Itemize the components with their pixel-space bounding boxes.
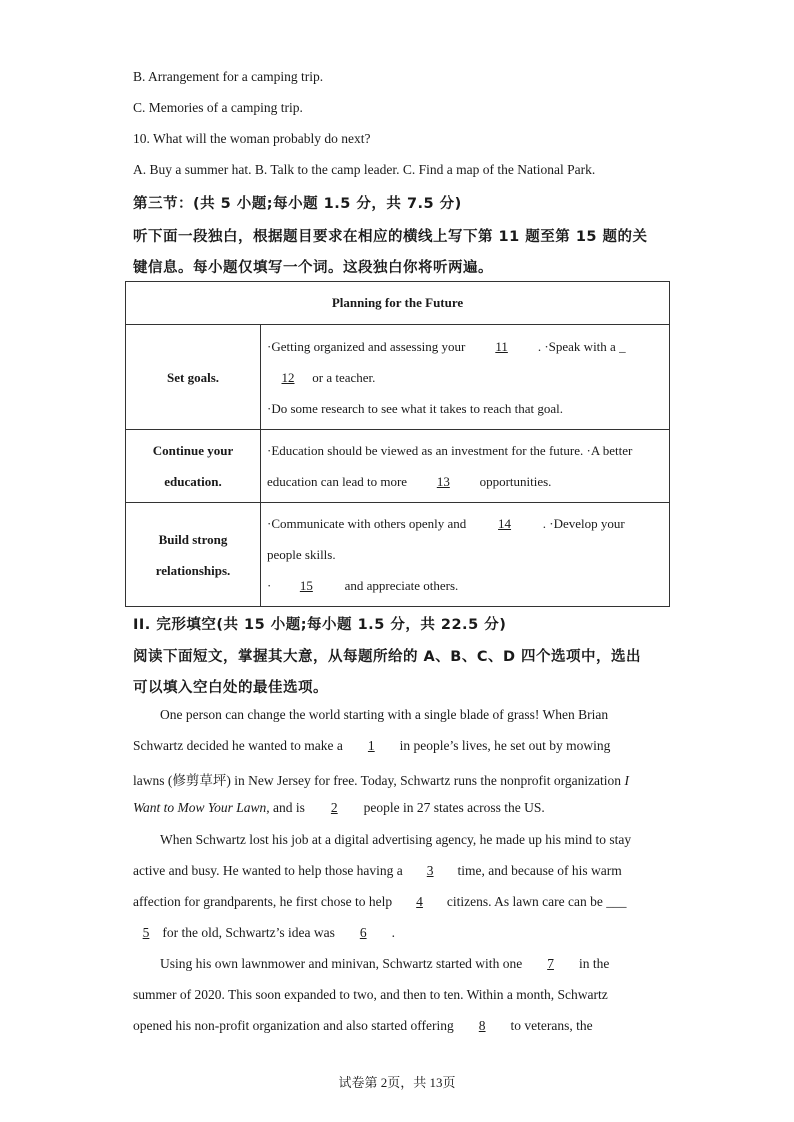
passage-line: affection for grandparents, he first chose to help 4 citizens. As lawn care can be ___ (133, 894, 627, 909)
option-c: C. Memories of a camping trip. (133, 100, 303, 115)
section2-title: II. 完形填空(共 15 小题;每小题 1.5 分，共 22.5 分) (133, 617, 507, 633)
blank-13[interactable]: 13 (436, 474, 450, 489)
blank-6[interactable]: 6 (359, 925, 367, 940)
blank-2[interactable]: 2 (330, 800, 338, 815)
table-title: Planning for the Future (126, 282, 670, 325)
blank-1[interactable]: 1 (367, 738, 375, 753)
question-10: 10. What will the woman probably do next? (133, 131, 371, 146)
section3-instruction-1: 听下面一段独白，根据题目要求在相应的横线上写下第 11 题至第 15 题的关 (133, 229, 648, 245)
blank-15[interactable]: 15 (299, 578, 313, 593)
row-content-build-relationships: ·Communicate with others openly and 14 . ·Develop your people skills. · 15 and appreciate others. (261, 503, 670, 607)
option-b: B. Arrangement for a camping trip. (133, 69, 324, 84)
passage-line: Schwartz decided he wanted to make a 1 in people’s lives, he set out by mowing (133, 738, 611, 753)
passage-line: When Schwartz lost his job at a digital advertising agency, he made up his mind to stay (160, 832, 632, 847)
blank-5[interactable]: 5 (142, 925, 150, 940)
passage-line: summer of 2020. This soon expanded to two, and then to ten. Within a month, Schwartz (133, 987, 608, 1002)
passage-line: Want to Mow Your Lawn, and is 2 people in 27 states across the US. (133, 800, 545, 815)
passage-line: lawns (修剪草坪) in New Jersey for free. Today, Schwartz runs the nonprofit organization I (133, 773, 629, 788)
planning-table (125, 281, 670, 607)
section2-instruction-2: 可以填入空白处的最佳选项。 (133, 680, 328, 696)
blank-14[interactable]: 14 (498, 516, 512, 531)
row-label-continue-education: Continue your education. (126, 430, 261, 503)
section2-instruction-1: 阅读下面短文，掌握其大意，从每题所给的 A、B、C、D 四个选项中，选出 (133, 649, 642, 665)
section3-title: 第三节：(共 5 小题;每小题 1.5 分，共 7.5 分) (133, 196, 462, 212)
row-label-build-relationships: Build strong relationships. (126, 503, 261, 607)
passage-line: One person can change the world starting with a single blade of grass! When Brian (160, 707, 609, 722)
passage-line: Using his own lawnmower and minivan, Schwartz started with one 7 in the (160, 956, 610, 971)
blank-11[interactable]: 11 (495, 338, 508, 354)
row-content-continue-education: ·Education should be viewed as an investment for the future. ·A better education can lead to more 13 opportunities. (261, 430, 670, 503)
blank-8[interactable]: 8 (478, 1018, 486, 1033)
row-content-set-goals: ·Getting organized and assessing your 11 . ·Speak with a _ 12 or a teacher. ·Do some research to see what it takes to reach that goal. (261, 325, 670, 430)
page-footer: 试卷第 2页，共 13页 (338, 1075, 456, 1090)
section3-instruction-2: 键信息。每小题仅填写一个词。这段独白你将听两遍。 (133, 260, 493, 276)
passage-line: opened his non-profit organization and also started offering 8 to veterans, the (133, 1018, 593, 1033)
blank-4[interactable]: 4 (416, 894, 423, 909)
passage-line: 5 for the old, Schwartz’s idea was 6 . (133, 925, 395, 941)
row-label-set-goals: Set goals. (126, 325, 261, 430)
blank-7[interactable]: 7 (547, 956, 554, 971)
question-10-options: A. Buy a summer hat. B. Talk to the camp leader. C. Find a map of the National Park. (133, 162, 596, 177)
blank-12[interactable]: 12 (281, 369, 295, 385)
blank-3[interactable]: 3 (426, 863, 434, 878)
passage-line: active and busy. He wanted to help those having a 3 time, and because of his warm (133, 863, 622, 878)
